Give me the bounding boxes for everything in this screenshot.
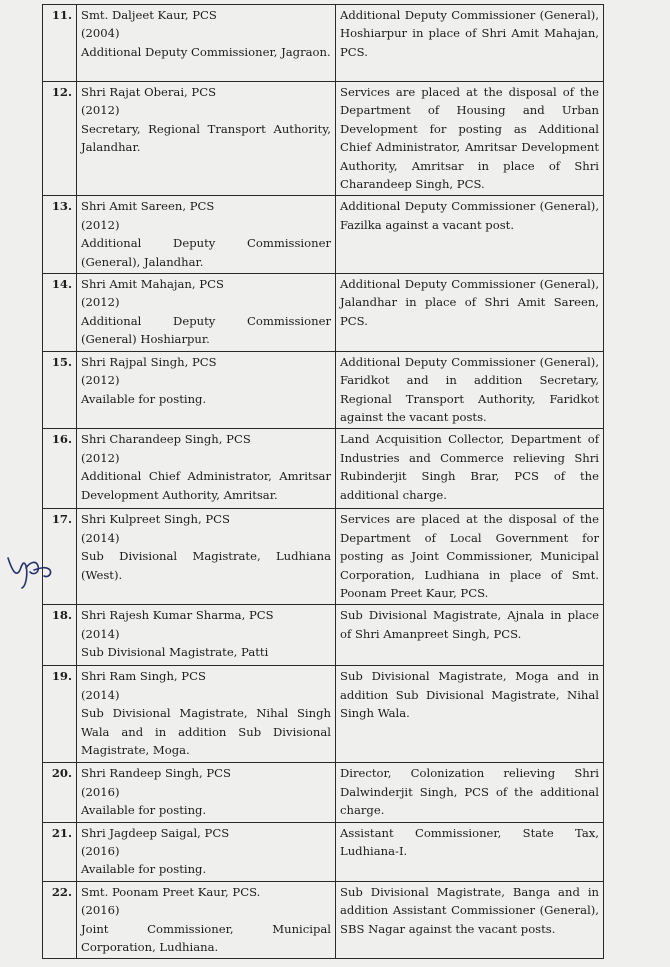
new-posting: Additional Deputy Commissioner (General), Jalandhar in place of Shri Amit Sareen, PCS.: [336, 274, 604, 352]
new-posting: Sub Divisional Magistrate, Moga and in addition Sub Divisional Magistrate, Nihal Singh Wala.: [336, 666, 604, 763]
officer-name: Shri Ram Singh, PCS: [81, 669, 206, 684]
officer-name: Shri Rajpal Singh, PCS: [81, 354, 217, 369]
present-posting: Secretary, Regional Transport Authority, Jalandhar.: [81, 121, 331, 155]
officer-cell: [77, 666, 336, 763]
new-posting: Assistant Commissioner, State Tax, Ludhiana-I.: [336, 822, 604, 881]
officer-batch: (2012): [81, 103, 120, 118]
officer-name: Shri Randeep Singh, PCS: [81, 766, 231, 781]
present-posting: Sub Divisional Magistrate, Patti: [81, 645, 269, 660]
officer-name: Shri Rajat Oberai, PCS: [81, 85, 217, 99]
officer-cell: [77, 5, 336, 82]
officer-name: Shri Jagdeep Saigal, PCS: [81, 825, 230, 840]
officer-cell: [77, 509, 336, 605]
new-posting: Land Acquisition Collector, Department of Industries and Commerce relieving Shri Rubinderjit Singh Brar, PCS of the additional charge.: [336, 429, 604, 509]
officer-cell: [77, 82, 336, 196]
present-posting: Joint Commissioner, Municipal Corporation, Ludhiana.: [81, 921, 331, 954]
officer-batch: (2016): [81, 843, 120, 858]
officer-cell: [77, 763, 336, 822]
table-row: [43, 351, 604, 429]
table-row: [43, 763, 604, 822]
present-posting: Additional Chief Administrator, Amritsar Development Authority, Amritsar.: [81, 469, 331, 502]
table-row: [43, 429, 604, 509]
serial-number: 20.: [43, 763, 77, 822]
officer-batch: (2014): [81, 530, 120, 545]
serial-number: 18.: [43, 605, 77, 666]
officer-cell: [77, 605, 336, 666]
table-row: [43, 196, 604, 274]
officer-batch: (2012): [81, 295, 120, 310]
officer-cell: [77, 274, 336, 352]
officer-batch: (2016): [81, 784, 120, 799]
officer-name: Smt. Daljeet Kaur, PCS: [81, 8, 217, 22]
present-posting: Available for posting.: [81, 862, 207, 877]
table-row: [43, 881, 604, 959]
officer-batch: (2014): [81, 687, 120, 702]
officer-name: Shri Amit Sareen, PCS: [81, 199, 215, 214]
officer-batch: (2012): [81, 217, 120, 232]
officer-name: Shri Charandeep Singh, PCS: [81, 432, 251, 447]
table-row: [43, 274, 604, 352]
serial-number: 17.: [43, 509, 77, 605]
new-posting: Additional Deputy Commissioner (General), Hoshiarpur in place of Shri Amit Mahajan, PCS.: [336, 5, 604, 82]
officer-batch: (2012): [81, 450, 120, 465]
officer-name: Shri Kulpreet Singh, PCS: [81, 512, 230, 527]
present-posting: Additional Deputy Commissioner (General), Jalandhar.: [81, 236, 331, 269]
officer-cell: [77, 196, 336, 274]
serial-number: 19.: [43, 666, 77, 763]
new-posting: Director, Colonization relieving Shri Dalwinderjit Singh, PCS of the additional charge.: [336, 763, 604, 822]
officer-cell: [77, 429, 336, 509]
table-body: [43, 5, 604, 959]
serial-number: 15.: [43, 351, 77, 429]
table-row: [43, 822, 604, 881]
officer-batch: (2004): [81, 26, 120, 41]
new-posting: Sub Divisional Magistrate, Ajnala in place of Shri Amanpreet Singh, PCS.: [336, 605, 604, 666]
present-posting: Sub Divisional Magistrate, Nihal Singh Wala and in addition Sub Divisional Magistrate, Moga.: [81, 706, 331, 757]
handwritten-initials: [4, 548, 56, 592]
transfer-orders-table: [42, 4, 604, 959]
serial-number: 21.: [43, 822, 77, 881]
officer-cell: [77, 881, 336, 959]
officer-batch: (2012): [81, 373, 120, 388]
present-posting: Additional Deputy Commissioner (General) Hoshiarpur.: [81, 313, 331, 347]
new-posting: Additional Deputy Commissioner (General), Fazilka against a vacant post.: [336, 196, 604, 274]
table-row: [43, 509, 604, 605]
serial-number: 14.: [43, 274, 77, 352]
officer-name: Shri Rajesh Kumar Sharma, PCS: [81, 608, 274, 623]
serial-number: 22.: [43, 881, 77, 959]
serial-number: 11.: [43, 5, 77, 82]
table-row: [43, 5, 604, 82]
new-posting: Sub Divisional Magistrate, Banga and in addition Assistant Commissioner (General), SBS Nagar against the vacant posts.: [336, 881, 604, 959]
new-posting: Additional Deputy Commissioner (General), Faridkot and in addition Secretary, Regional Transport Authority, Faridkot against the vacant posts.: [336, 351, 604, 429]
table-row: [43, 666, 604, 763]
table-row: [43, 82, 604, 196]
officer-cell: [77, 351, 336, 429]
present-posting: Available for posting.: [81, 391, 207, 406]
serial-number: 12.: [43, 82, 77, 196]
present-posting: Additional Deputy Commissioner, Jagraon.: [81, 44, 331, 59]
serial-number: 13.: [43, 196, 77, 274]
present-posting: Available for posting.: [81, 803, 207, 818]
officer-batch: (2016): [81, 903, 120, 918]
officer-batch: (2014): [81, 626, 120, 641]
new-posting: Services are placed at the disposal of the Department of Housing and Urban Development for posting as Additional Chief Administrator, Amritsar Development Authority, Amritsar in place of Shri Charandeep Singh, PCS.: [336, 82, 604, 196]
officer-name: Smt. Poonam Preet Kaur, PCS.: [81, 884, 261, 899]
new-posting: Services are placed at the disposal of the Department of Local Government for posting as Joint Commissioner, Municipal Corporation, Ludhiana in place of Smt. Poonam Preet Kaur, PCS.: [336, 509, 604, 605]
present-posting: Sub Divisional Magistrate, Ludhiana (West).: [81, 549, 331, 582]
officer-cell: [77, 822, 336, 881]
officer-name: Shri Amit Mahajan, PCS: [81, 277, 224, 292]
table-row: [43, 605, 604, 666]
serial-number: 16.: [43, 429, 77, 509]
